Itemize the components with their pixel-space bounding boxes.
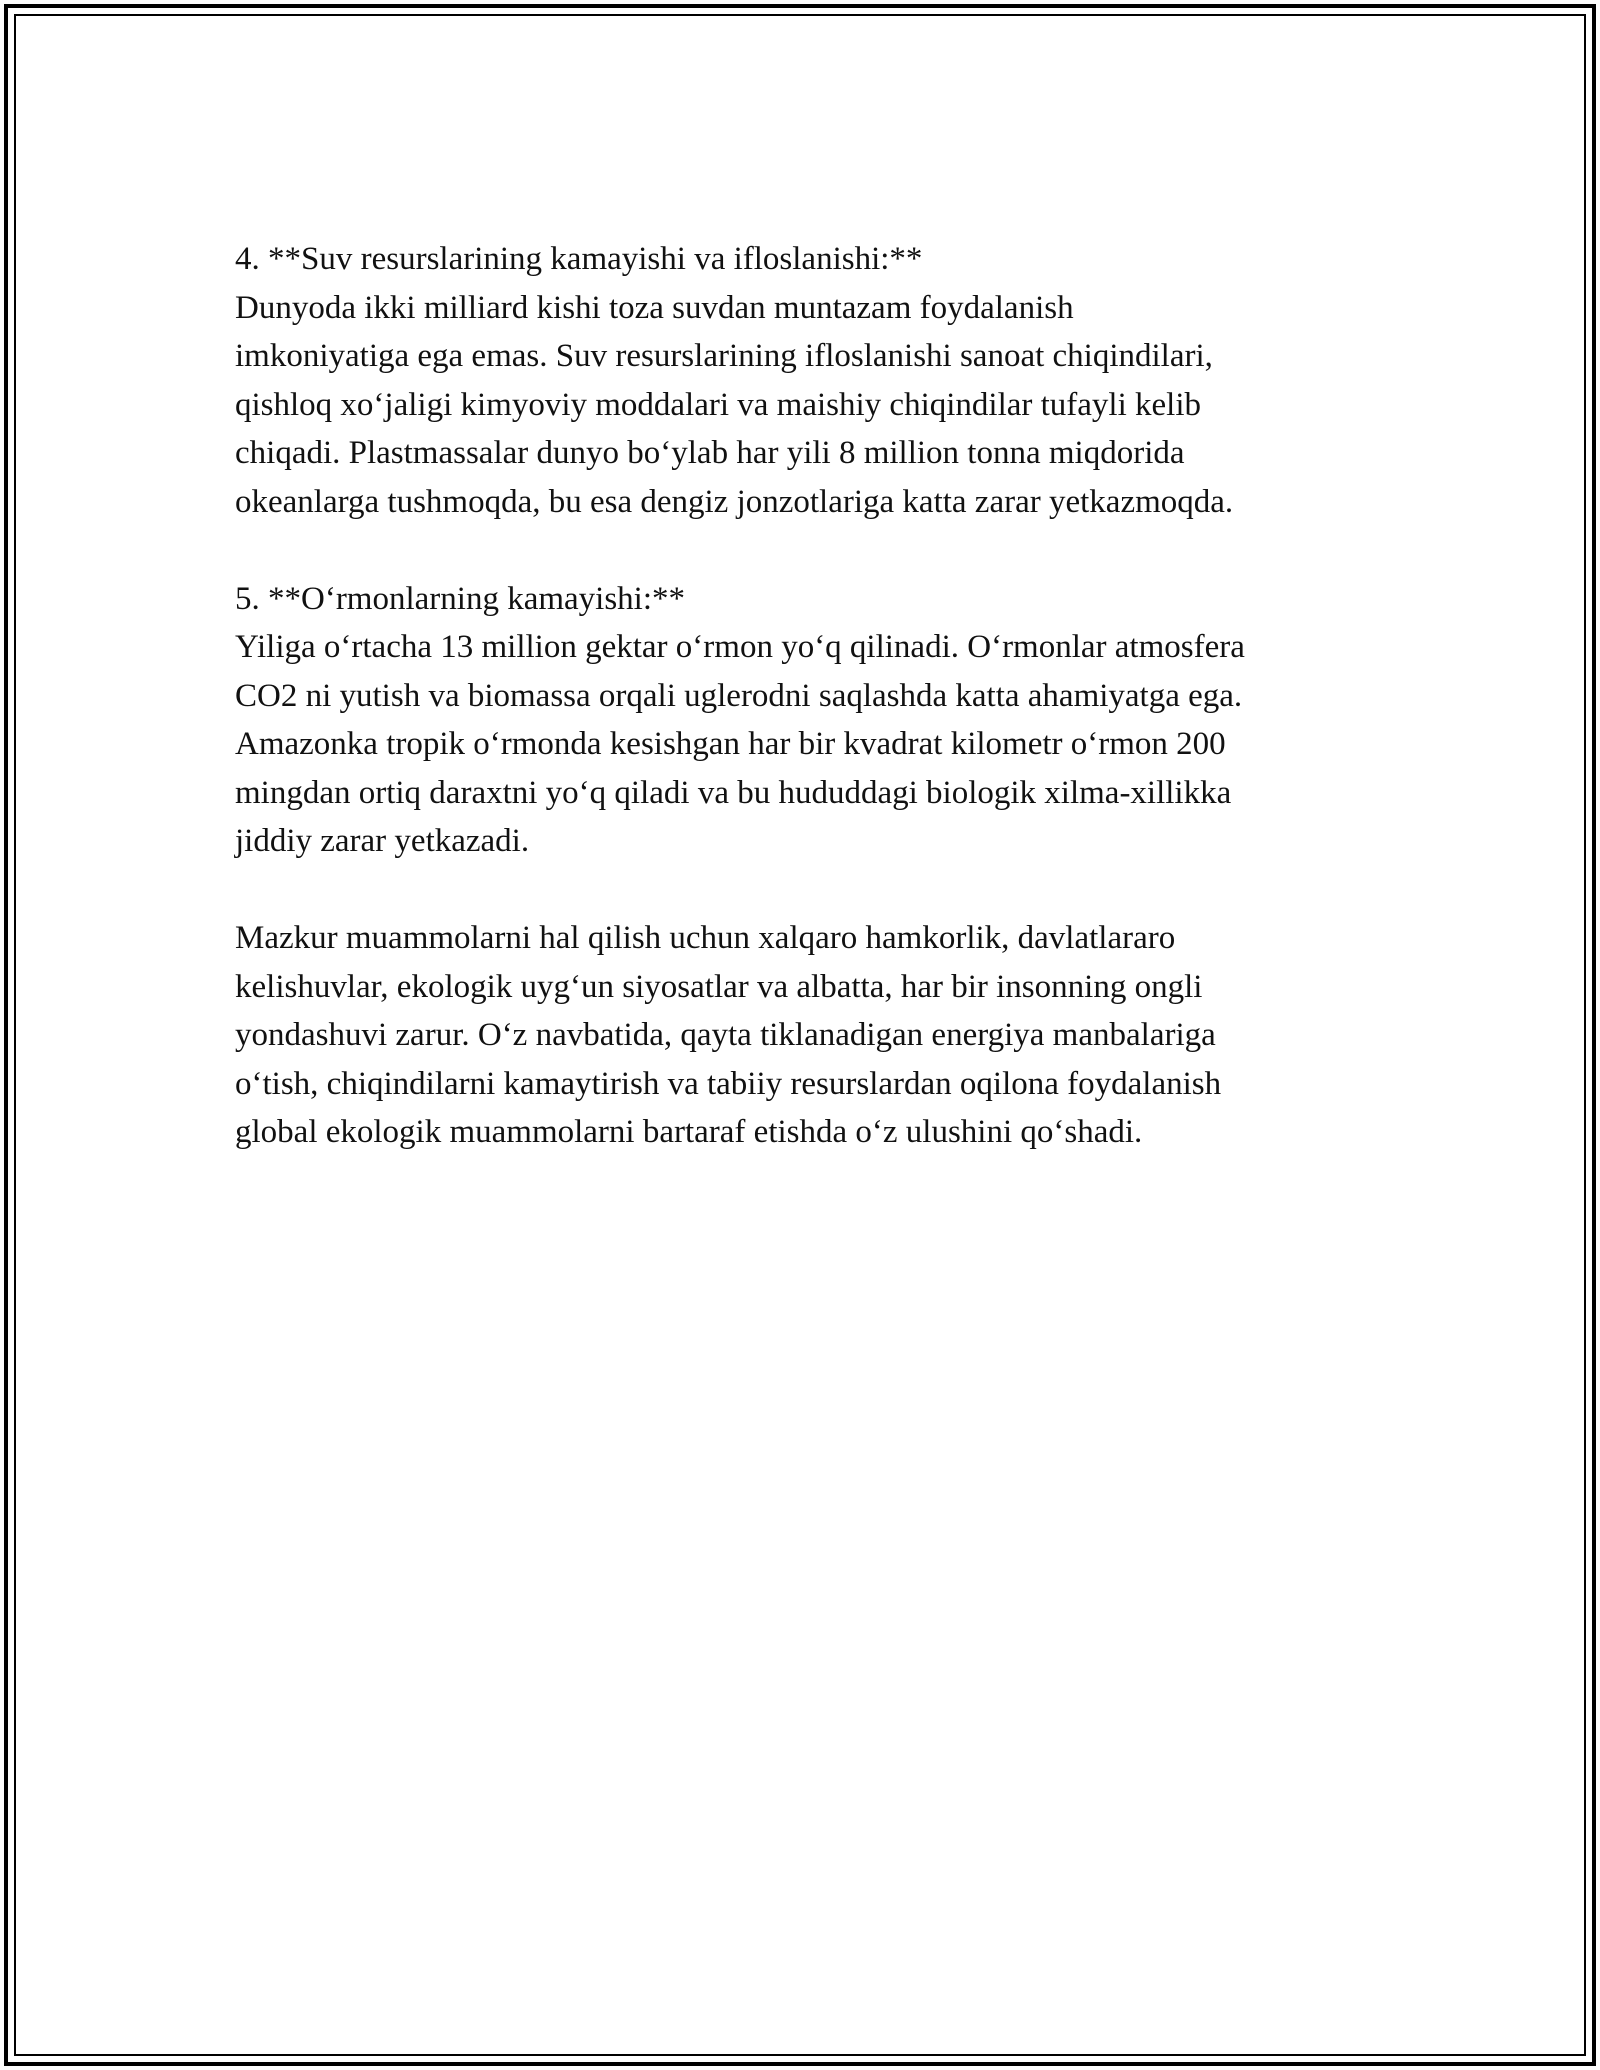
paragraph-line: global ekologik muammolarni bartaraf etishda o‘z ulushini qo‘shadi. [235,1114,1143,1150]
paragraph-line: chiqadi. Plastmassalar dunyo bo‘ylab har yili 8 million tonna miqdorida [235,435,1185,471]
conclusion-paragraph [235,914,1395,1157]
paragraph-line: jiddiy zarar yetkazadi. [235,823,530,859]
paragraph-line: kelishuvlar, ekologik uyg‘un siyosatlar va albatta, har bir insonning ongli [235,968,1203,1005]
paragraph-line: Dunyoda ikki milliard kishi toza suvdan muntazam foydalanish [235,289,1074,326]
paragraph-spacer [235,866,1395,915]
section-heading: 4. **Suv resurslarining kamayishi va ifloslanishi:** [235,241,923,277]
document-body [235,235,1395,1157]
section-water-resources [235,235,1395,526]
paragraph-line: CO2 ni yutish va biomassa orqali uglerodni saqlashda katta ahamiyatga ega. [235,677,1243,714]
paragraph-line: mingdan ortiq daraxtni yo‘q qiladi va bu hududdagi biologik xilma-xillikka [235,774,1232,811]
paragraph-line: imkoniyatiga ega emas. Suv resurslarining ifloslanishi sanoat chiqindilari, [235,338,1213,374]
paragraph-spacer [235,526,1395,575]
paragraph-line: o‘tish, chiqindilarni kamaytirish va tabiiy resurslardan oqilona foydalanish [235,1065,1222,1102]
paragraph-line: Yiliga o‘rtacha 13 million gektar o‘rmon yo‘q qilinadi. O‘rmonlar atmosfera [235,629,1245,665]
paragraph-line: Mazkur muammolarni hal qilish uchun xalqaro hamkorlik, davlatlararo [235,920,1176,956]
paragraph-line: yondashuvi zarur. O‘z navbatida, qayta tiklanadigan energiya manbalariga [235,1017,1216,1053]
paragraph-line: Amazonka tropik o‘rmonda kesishgan har bir kvadrat kilometr o‘rmon 200 [235,726,1226,762]
section-heading: 5. **O‘rmonlarning kamayishi:** [235,580,686,617]
paragraph-line: okeanlarga tushmoqda, bu esa dengiz jonzotlariga katta zarar yetkazmoqda. [235,483,1234,520]
paragraph-line: qishloq xo‘jaligi kimyoviy moddalari va maishiy chiqindilar tufayli kelib [235,386,1202,423]
section-forests [235,575,1395,866]
